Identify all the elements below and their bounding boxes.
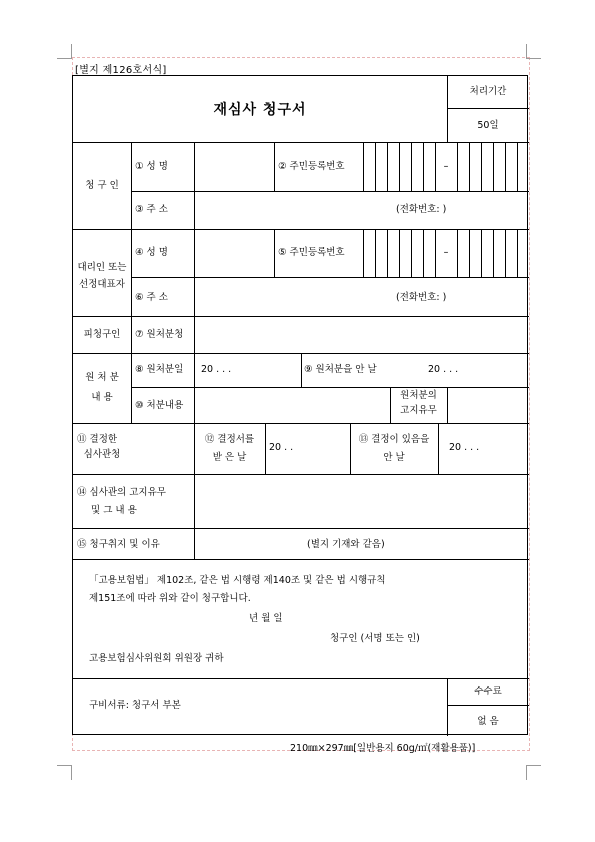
paper-spec-note: 210㎜×297㎜[일반용지 60g/㎡(재활용품)] <box>290 743 476 754</box>
statement-line-2: 제151조에 따라 위와 같이 청구합니다. <box>89 593 251 604</box>
disposition-known-label: ⑨ 원처분을 안 날 <box>304 364 377 375</box>
decision-agency-label-2: 심사관청 <box>83 449 121 460</box>
fee-label: 수수료 <box>474 686 502 697</box>
disposition-notice-label-2: 고지유무 <box>400 405 437 416</box>
disposition-section-label-2: 내 용 <box>91 392 113 403</box>
disposition-known-value: 20 . . . <box>428 364 459 375</box>
agent-section-label-1: 대리인 또는 <box>77 262 127 273</box>
original-agency-label: ⑦ 원처분청 <box>135 329 184 340</box>
statement-claimant-signature: 청구인 (서명 또는 인) <box>330 633 420 644</box>
purpose-value: (별지 기재와 같음) <box>307 539 385 550</box>
decision-received-value: 20 . . <box>269 442 294 453</box>
decision-received-label-2: 받 은 날 <box>212 452 247 463</box>
decision-known-label-2: 안 날 <box>383 452 405 463</box>
attachments-label: 구비서류: 청구서 부본 <box>89 700 181 711</box>
review-notice-label-1: ⑭ 심사관의 고지유무 <box>77 487 166 498</box>
decision-received-label-1: ⑫ 결정서를 <box>204 434 255 445</box>
agent-rrn-label: ⑤ 주민등록번호 <box>278 247 345 258</box>
crop-mark-top-left <box>57 44 72 59</box>
disposition-notice-label-1: 원처분의 <box>400 390 437 401</box>
review-notice-label-2: 및 그 내 용 <box>91 505 137 516</box>
processing-period-value: 50일 <box>477 120 499 131</box>
claimant-rrn-dash: – <box>443 161 449 172</box>
disposition-content-label: ⑩ 처분내용 <box>135 400 184 411</box>
crop-mark-top-right <box>526 44 541 59</box>
disposition-section-label-1: 원 처 분 <box>85 372 119 383</box>
disposition-date-value: 20 . . . <box>201 364 232 375</box>
agent-address-label: ⑥ 주 소 <box>135 292 168 303</box>
agent-section-label-2: 선정대표자 <box>79 279 125 290</box>
claimant-name-label: ① 성 명 <box>135 161 168 172</box>
statement-addressee: 고용보험심사위원회 위원장 귀하 <box>89 653 224 664</box>
disposition-date-label: ⑧ 원처분일 <box>135 364 184 375</box>
claimant-section-label: 청 구 인 <box>85 180 119 191</box>
decision-agency-label-1: ⑪ 결정한 <box>77 434 118 445</box>
agent-phone-label: (전화번호: ) <box>396 292 447 303</box>
processing-period-label: 처리기간 <box>469 86 507 97</box>
decision-known-label-1: ⑬ 결정이 있음을 <box>358 434 430 445</box>
crop-mark-bottom-right <box>526 765 541 780</box>
agent-rrn-dash: – <box>443 247 449 258</box>
decision-known-value: 20 . . . <box>449 442 480 453</box>
respondent-section-label: 피청구인 <box>83 329 121 340</box>
fee-value: 없 음 <box>477 716 499 727</box>
purpose-label: ⑮ 청구취지 및 이유 <box>77 539 160 550</box>
agent-name-label: ④ 성 명 <box>135 247 168 258</box>
statement-date: 년 월 일 <box>249 613 283 624</box>
statement-line-1: 「고용보험법」 제102조, 같은 법 시행령 제140조 및 같은 법 시행규칙 <box>89 575 386 586</box>
claimant-rrn-label: ② 주민등록번호 <box>278 161 345 172</box>
crop-mark-bottom-left <box>57 765 72 780</box>
claimant-address-label: ③ 주 소 <box>135 204 168 215</box>
form-title: 재심사 청구서 <box>213 102 307 118</box>
form-code: [별지 제126호서식] <box>75 65 167 76</box>
application-form <box>72 75 528 735</box>
claimant-phone-label: (전화번호: ) <box>396 204 447 215</box>
